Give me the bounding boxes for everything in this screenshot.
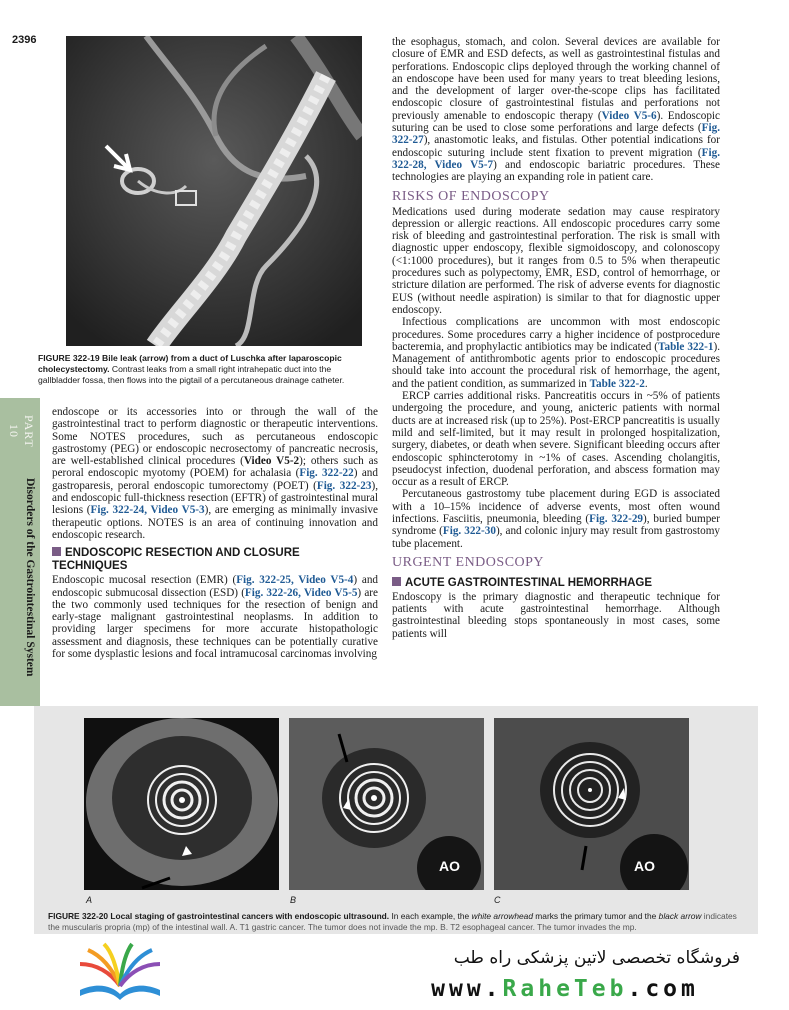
panel-label-b: B [290,895,297,905]
heading-text: ENDOSCOPIC RESECTION AND CLOSURE TECHNIQUES [52,547,300,573]
ultrasound-panel-a [84,718,279,890]
cross-reference-link[interactable]: Fig. 322-24, Video V5-3 [90,504,205,517]
text-run: Endoscopy is the primary diagnostic and therapeutic technique for patients with acute gastrointestinal hemorrhage. Although gastrointestinal bleeding stops spontaneously in most cases, some patients will [392,590,720,640]
square-bullet-icon [392,577,401,586]
shop-url[interactable] [380,976,750,1002]
watermark-footer [0,934,789,1010]
cross-reference-link[interactable]: Fig. 322-28, Video V5-7 [392,146,720,171]
text-run: ). Endoscopic suturing can be used to close some perforations and large defects ( [392,109,721,135]
text-run: ), and endoscopic full-thickness resection (EFTR) of gastrointestinal mural lesions ( [52,479,378,517]
text-run: Endoscopic mucosal resection (EMR) ( [52,574,237,587]
figure-label: FIGURE 322-20 [48,911,109,921]
paragraph [392,36,720,184]
panel-label-c: C [494,895,501,905]
figure-322-20-caption [48,911,748,933]
text-run: Infectious complications are uncommon with most endoscopic procedures. Some procedures carry a higher incidence of postprocedure bacteremia, and prophylactic antibiotics may be indicated ( [392,316,720,353]
cross-reference-link[interactable]: Table 322-2 [589,377,645,390]
figure-text: Contrast leaks from a small right intrahepatic duct into the gallbladder fossa, then flows into the pigtail of a percutaneous drainage catheter. [38,364,345,385]
part-topic: Disorders of the Gastrointestinal System [24,478,36,677]
figure-322-19-image [66,36,362,346]
cross-reference-link[interactable]: Video V5-6 [601,109,657,122]
figure-322-19-caption [38,353,368,386]
text-run: ) and gastroparesis, peroral endoscopic tumorectomy (POET) ( [52,467,378,492]
caption-text: marks the primary tumor and the [532,911,659,921]
caption-text: indicates the muscularis propria (mp) of the intestinal wall. A. T1 gastric cancer. The tumor does not invade the mp. B. T2 esophageal cancer. The tumor invades the mp. [48,911,737,932]
text-run: ), and colonic injury may result from gastrostomy tube placement. [392,525,720,550]
figure-label: FIGURE 322-19 [38,353,100,363]
shop-name: فروشگاه تخصصی لاتین پزشکی راه طب [453,948,740,968]
section-heading-acute [392,577,720,590]
left-text-column [52,406,378,660]
section-heading-urgent: URGENT ENDOSCOPY [392,554,545,570]
text-run: ). Management of antithrombotic agents prior to endoscopic procedures should take into account the procedural risk of hemorrhage, the agent, and the patient condition, as summarized in [392,340,720,390]
paragraph [392,206,720,317]
url-brand: RaheTeb [502,976,628,1002]
ultrasound-panel-c [494,718,689,890]
text-run: . [644,377,648,390]
cross-reference-link[interactable]: Fig. 322-29 [589,512,644,525]
text-run: ) and endoscopic submucosal dissection (ESD) ( [52,574,379,599]
paragraph [392,390,720,488]
caption-emphasis: white arrowhead [471,911,533,921]
text-run: Percutaneous gastrostomy tube placement during EGD is associated with a 10–15% incidence of adverse events, most often wound infections. Fasciitis, pneumonia, bleeding ( [392,488,720,525]
text-run: ), anastomotic leaks, and fistulas. Other potential indications for endoscopic suturing include stent fixation to prevent migration ( [392,134,720,159]
cross-reference-link[interactable]: Fig. 322-25, Video V5-4 [236,574,354,587]
cross-reference-link[interactable]: Fig. 322-26, Video V5-5 [244,586,358,599]
section-heading-risks: RISKS OF ENDOSCOPY [392,188,550,204]
ultrasound-panel-b [289,718,484,890]
bold-reference: Video V5-2 [243,455,300,468]
paragraph [392,488,720,549]
text-run: ERCP carries additional risks. Pancreatitis occurs in ~5% of patients undergoing the procedure, and young, anicteric patients with normal ducts are at increased risk (up to 25%). Post-ERCP pancreatitis is usually mild and self-limited, but it may result in prolonged hospitalization, surgery, diabetes, or death when severe. Significant bleeding occurs after endoscopic sphincterotomy in ~1% of cases. Ascending cholangitis, pseudocyst infection, duodenal perforation, and abscess formation may occur as a result of ERCP. [392,390,720,489]
caption-text: In each example, the [391,911,472,921]
text-run: endoscope or its accessories into or through the wall of the gastrointestinal tract to perform diagnostic or therapeutic interventions. Some NOTES procedures, such as percutaneous endoscopic gastrostomy (PEG) or endoscopic necrosectomy of pancreatic necrosis, are well-established clinical procedures ( [52,406,378,468]
url-suffix: .com [627,976,699,1002]
text-run: ); others such as peroral endoscopic myotomy (POEM) for achalasia ( [52,455,378,480]
text-run: ), buried bumper syndrome ( [392,512,721,538]
part-sidebar-tab [0,398,40,706]
text-run: ) are the two commonly used techniques for the resection of benign and early-stage malignant gastrointestinal neoplasms. In addition to providing larger specimens for more accurate histopathologic assessment and diagnosis, these techniques can be potentially curative for some dysplastic lesions and focal intramucosal carcinomas involving [52,586,378,661]
book-logo-icon [74,942,166,1009]
url-prefix: www. [431,976,503,1002]
paragraph [392,591,720,640]
heading-text: ACUTE GASTROINTESTINAL HEMORRHAGE [405,576,653,589]
caption-emphasis: black arrow [658,911,702,921]
paragraph [392,316,720,390]
text-run: ) and endoscopic bariatric procedures. These technologies are playing an expanding role in patient care. [392,158,720,184]
paragraph [52,574,378,660]
cross-reference-link[interactable]: Fig. 322-23 [316,479,372,492]
right-text-column [392,36,720,640]
figure-title: Local staging of gastrointestinal cancers with endoscopic ultrasound. [110,911,390,921]
part-label: PART 10 [7,414,36,448]
text-run: ), are emerging as minimally invasive therapeutic options. NOTES is an area of continuing innovation and endoscopic research. [52,504,378,541]
section-heading [52,547,378,573]
cross-reference-link[interactable]: Table 322-1 [658,340,714,353]
figure-322-20 [34,706,758,934]
panel-label-a: A [86,895,93,905]
cross-reference-link[interactable]: Fig. 322-30 [442,525,496,538]
page-number: 2396 [12,34,37,46]
text-run: the esophagus, stomach, and colon. Several devices are available for closure of EMR and ESD defects, as well as gastrointestinal fistulas and perforations. Endoscopic clips deployed through the working channel of an endoscope have been used for many years to treat bleeding lesions, and the development of larger over-the-scope clips has facilitated endoscopic closure of gastrointestinal fistulas and perforations not previously amenable to endoscopic therapy ( [392,36,720,122]
cross-reference-link[interactable]: Fig. 322-27 [392,122,720,147]
square-bullet-icon [52,547,61,556]
ao-label: AO [439,858,460,874]
text-run: Medications used during moderate sedation may cause respiratory depression or allergic reactions. All endoscopic procedures carry some risk of bleeding and gastrointestinal perforation. The risk is small with diagnostic upper endoscopy, flexible sigmoidoscopy, and colonoscopy (<1:1000 procedures), but it ranges from 0.5 to 5% when therapeutic procedures such as polypectomy, EMR, ESD, control of hemorrhage, or stricture dilation are performed. The risk of adverse events for diagnostic EUS (without needle aspiration) is similar to that for diagnostic upper endoscopy. [392,205,720,316]
cross-reference-link[interactable]: Fig. 322-22 [299,467,354,480]
figure-title: Bile leak (arrow) from a duct of Luschka after laparoscopic cholecystectomy. [38,353,342,374]
ao-label: AO [634,858,655,874]
paragraph [52,406,378,541]
